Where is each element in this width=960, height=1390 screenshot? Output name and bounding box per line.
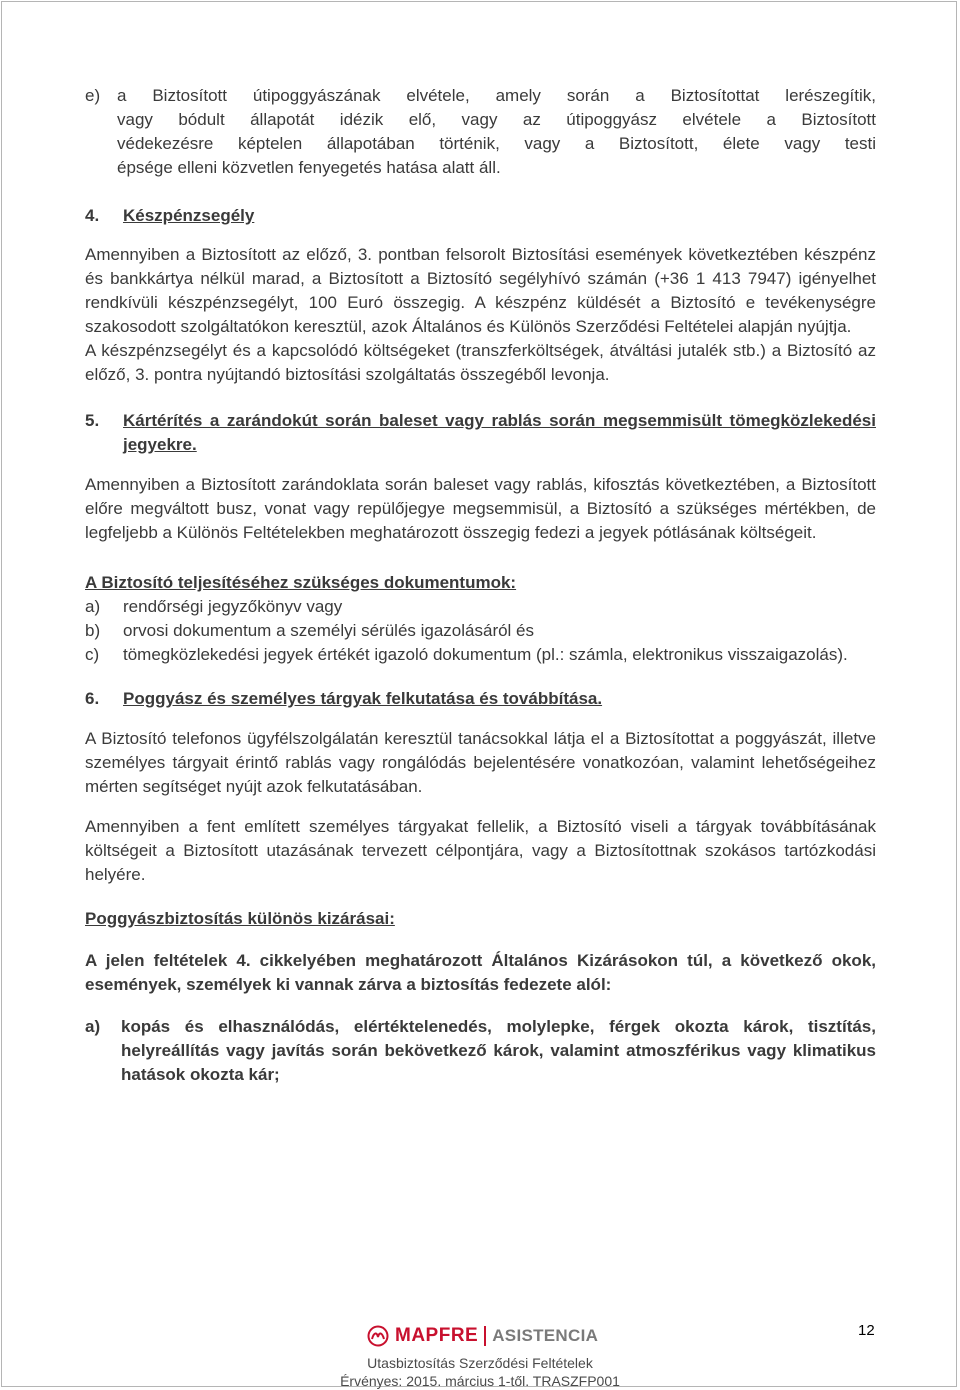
section-6-heading	[85, 687, 876, 711]
section-4-paragraph: Amennyiben a Biztosított az előző, 3. pontban felsorolt Biztosítási események következtében készpénz és bankkártya nélkül marad, a Biztosított a Biztosító segélyhívó számán (+36 1 413 7947) igényelhet rendkívüli készpénzsegélyt, 100 Euró összegig. A készpénz küldését a Biztosító e tevékenységre szakosodott szolgáltatókon keresztül, azok Általános és Különös Szerződési Feltételei alapján nyújtja.	[85, 245, 876, 336]
section-6-paragraph: Amennyiben a fent említett személyes tárgyakat fellelik, a Biztosító viseli a tárgyak továbbításának költségeit a Biztosított utazásának tervezett célpontjára, vagy a Biztosítottnak szokásos tartózkodási helyére.	[85, 817, 876, 884]
section-5-paragraph: Amennyiben a Biztosított zarándoklata során baleset vagy rablás, kifosztás következtében, a Biztosított előre megváltott busz, vonat vagy repülőjegye megsemmisül, a Biztosító a szükséges mértékben, de legfeljebb a Különös Feltételekben meghatározott összegig fedezi a jegyek pótlásának költségeit.	[85, 475, 876, 542]
section-e-text	[117, 84, 876, 180]
section-6-paragraph: A Biztosító telefonos ügyfélszolgálatán keresztül tanácsokkal látja el a Biztosítottat a poggyászát, illetve személyes tárgyait érintő rablás vagy rongálódás bejelentésére vonatkozóan, valamint lehetőségeihez mérten segítséget nyújt azok felkutatásában.	[85, 729, 876, 796]
exclusions-intro: A jelen feltételek 4. cikkelyében meghatározott Általános Kizárásokon túl, a következő okok, események, személyek ki vannak zárva a biztosítás fedezete alól:	[85, 951, 876, 994]
section-title: Készpénzsegély	[123, 206, 255, 225]
logo-sub-text: ASISTENCIA	[492, 1326, 599, 1345]
section-e-line: a Biztosított útipoggyászának elvétele, amely során a Biztosítottat lerészegítik,	[117, 86, 876, 105]
section-number: 6.	[85, 689, 100, 708]
logo-brand-text: MAPFRE	[395, 1325, 479, 1346]
section-number: 4.	[85, 206, 100, 225]
logo-divider	[484, 1326, 486, 1346]
exclusion-item	[85, 1015, 876, 1087]
section-number: 5.	[85, 411, 100, 430]
list-item-label: c)	[85, 645, 100, 664]
item-label: e)	[85, 86, 101, 105]
section-e	[85, 84, 876, 180]
section-4-paragraph: A készpénzsegélyt és a kapcsolódó költségeket (transzferköltségek, átváltási jutalék stb.) a Biztosító az előző, 3. pontra nyújtandó biztosítási szolgáltatás összegéből levonja.	[85, 341, 876, 384]
list-item-text: tömegközlekedési jegyek értékét igazoló dokumentum (pl.: számla, elektronikus visszaigazolás).	[123, 645, 848, 664]
list-item-label: b)	[85, 621, 101, 640]
page-number: 12	[858, 1322, 875, 1339]
section-title: Poggyász és személyes tárgyak felkutatása és továbbítása.	[123, 689, 603, 708]
mapfre-emblem-icon	[367, 1325, 389, 1347]
section-title: Kártérítés a zarándokút során baleset vagy rablás során megsemmisült tömegközlekedési jegyekre.	[123, 411, 876, 454]
section-e-line: védekezésre képtelen állapotában történik, vagy a Biztosított, élete vagy testi	[117, 134, 876, 153]
footer-validity: Érvényes: 2015. március 1-től. TRASZFP001	[340, 1373, 620, 1389]
section-e-line: épsége elleni közvetlen fenyegetés hatása alatt áll.	[117, 158, 501, 177]
list-item-label: a)	[85, 597, 101, 616]
mapfre-logo	[367, 1322, 598, 1350]
document-body	[85, 84, 876, 1087]
section-5-heading	[85, 409, 876, 457]
exclusion-item-label: a)	[85, 1017, 101, 1036]
list-item-text: orvosi dokumentum a személyi sérülés igazolásáról és	[123, 621, 535, 640]
list-item-text: rendőrségi jegyzőkönyv vagy	[123, 597, 343, 616]
footer-document-title: Utasbiztosítás Szerződési Feltételek	[367, 1355, 593, 1371]
list-item	[85, 595, 876, 619]
exclusions-title: Poggyászbiztosítás különös kizárásai:	[85, 909, 395, 928]
section-e-line: vagy bódult állapotát idézik elő, vagy az útipoggyász elvétele a Biztosított	[117, 110, 876, 129]
exclusion-item-text: kopás és elhasználódás, elértéktelenedés, molylepke, férgek okozta károk, tisztítás, helyreállítás vagy javítás során bekövetkező károk, valamint atmoszférikus vagy klimatikus hatások okozta kár;	[121, 1017, 876, 1084]
section-4-heading	[85, 204, 876, 228]
list-item	[85, 643, 876, 667]
list-item	[85, 619, 876, 643]
required-documents-title: A Biztosító teljesítéséhez szükséges dokumentumok:	[85, 573, 517, 592]
